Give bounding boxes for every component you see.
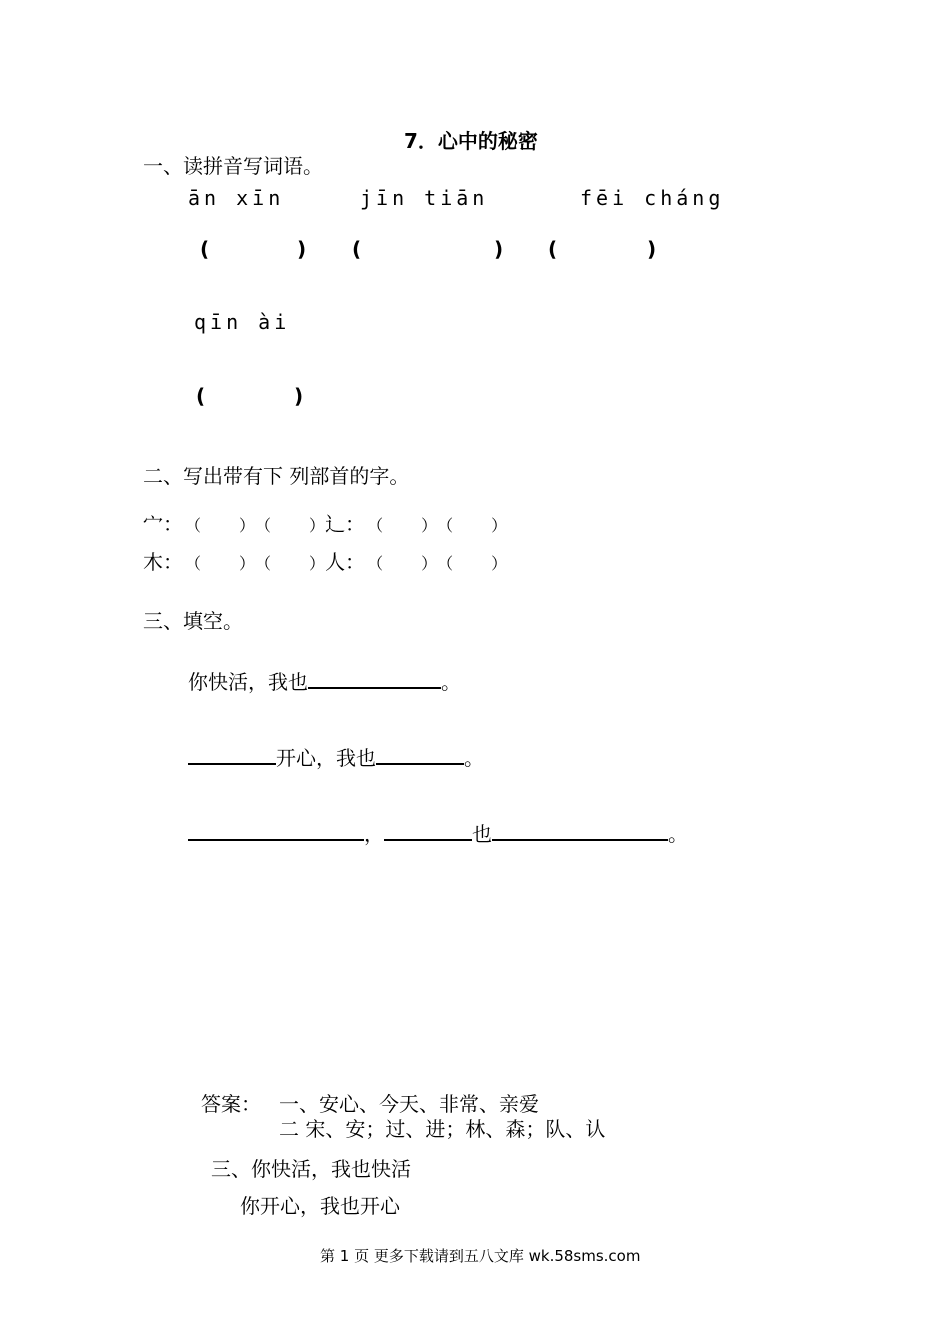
radical-label: ⻌：: [325, 512, 366, 536]
radical-row: 宀： （ ） （ ）⻌： （ ） （ ）: [143, 512, 508, 536]
answers-line-4: 你开心，我也开心: [240, 1194, 400, 1218]
fill-line-1: 你快活，我也 。: [188, 666, 461, 695]
pinyin-jin-tian: jīn tiān: [360, 186, 489, 210]
page-footer: 第 1 页 更多下载请到五八文库 wk.58sms.com: [320, 1247, 641, 1265]
blank-field[interactable]: [308, 667, 441, 689]
radical-label: 宀：: [143, 512, 183, 536]
blank-field[interactable]: [188, 819, 364, 841]
blank-field[interactable]: [376, 743, 464, 765]
answer-paren-open: (: [196, 384, 206, 408]
section3-heading: 三、填空。: [143, 609, 243, 633]
fill-line-2: 开心，我也 。: [188, 742, 484, 771]
blank-field[interactable]: [384, 819, 472, 841]
page-title: 7．心中的秘密: [404, 129, 538, 153]
radical-row: 木： （ ） （ ）人： （ ） （ ）: [143, 550, 508, 574]
answer-paren-open: (: [548, 237, 558, 261]
fill-line-3: ， 也 。: [188, 818, 688, 847]
pinyin-an-xin: ān xīn: [188, 186, 285, 210]
answer-paren-close: ): [647, 237, 657, 261]
section1-heading: 一、读拼音写词语。: [143, 154, 323, 178]
answer-paren-close: ): [494, 237, 504, 261]
pinyin-fei-chang: fēi cháng: [580, 186, 725, 210]
answer-paren-close: ): [297, 237, 307, 261]
blank-field[interactable]: [492, 819, 668, 841]
pinyin-qin-ai: qīn ài: [194, 310, 291, 334]
radical-label: 人：: [325, 550, 366, 574]
answers-line-3: 三、你快活，我也快活: [211, 1157, 411, 1181]
answers-line-1: 一、安心、今天、非常、亲爱: [279, 1092, 539, 1116]
answer-paren-open: (: [200, 237, 210, 261]
blank-field[interactable]: [188, 743, 276, 765]
radical-label: 木：: [143, 550, 183, 574]
answer-paren-open: (: [352, 237, 362, 261]
section2-heading: 二、写出带有下 列部首的字。: [143, 464, 410, 488]
answers-line-2: 二 宋、安；过、进；林、森；队、认: [279, 1117, 606, 1141]
answer-paren-close: ): [294, 384, 304, 408]
answers-label: 答案：: [201, 1092, 261, 1116]
